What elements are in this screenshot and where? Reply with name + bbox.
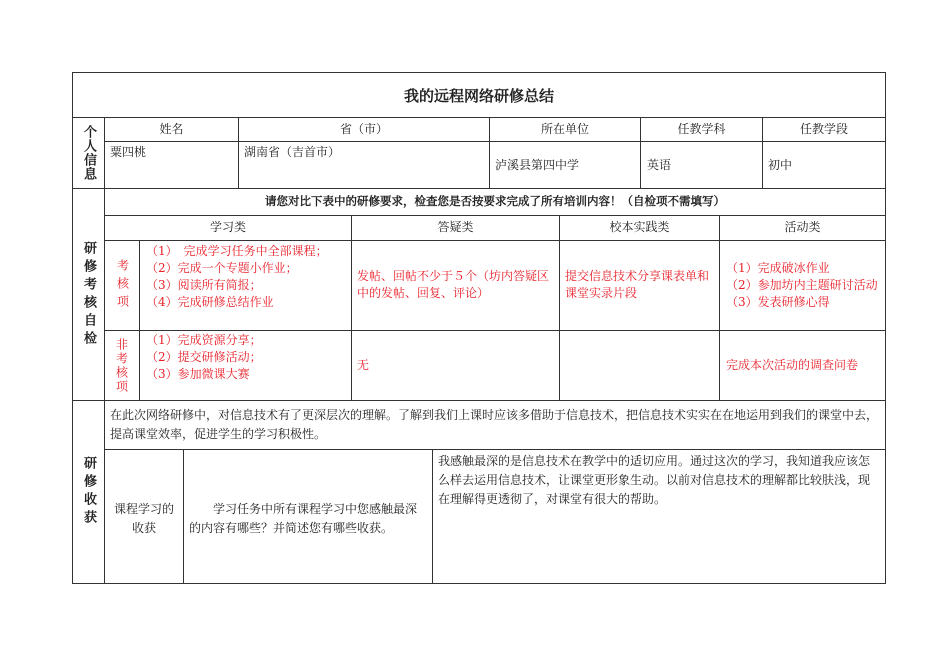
list-item: （2）完成一个专题小作业； — [146, 261, 298, 275]
header-practice: 校本实践类 — [609, 220, 670, 234]
grid-line — [104, 449, 886, 450]
list-item: （1） 完成学习任务中全部课程； — [146, 244, 328, 258]
value-subject: 英语 — [647, 158, 672, 172]
value-stage: 初中 — [768, 158, 793, 172]
grid-line — [885, 72, 886, 584]
list-item: （3）阅读所有简报； — [146, 278, 262, 292]
header-qa: 答疑类 — [437, 220, 474, 234]
section-label-personal: 个人信息 — [81, 125, 96, 181]
course-answer: 我感触最深的是信息技术在教学中的适切应用。通过这次的学习，我知道我应该怎么样去运用信息技术，让课堂更形象生动。以前对信息技术的理解都比较肤浅，现在理解得更透彻了，对课堂有很大的帮助。 — [438, 454, 871, 506]
header-subject: 任教学科 — [677, 122, 726, 136]
list-item: （2）参加坊内主题研讨活动 — [726, 278, 878, 292]
header-unit: 所在单位 — [540, 122, 589, 136]
grid-line — [104, 330, 886, 331]
grid-line — [72, 583, 886, 584]
header-activity: 活动类 — [784, 220, 821, 234]
assessment-instruction: 请您对比下表中的研修要求，检查您是否按要求完成了所有培训内容！（自检项不需填写） — [265, 194, 725, 208]
grid-line — [432, 449, 433, 584]
course-label: 课程学习的收获 — [113, 502, 174, 535]
value-unit: 泸溪县第四中学 — [495, 158, 580, 172]
section-label-assessment: 研修考核自检 — [81, 240, 96, 349]
course-question: 学习任务中所有课程学习中您感触最深的内容有哪些？并简述您有哪些收获。 — [189, 502, 418, 535]
grid-line — [139, 240, 140, 401]
optional-study-list — [146, 332, 262, 383]
grid-line — [183, 449, 184, 584]
header-study: 学习类 — [209, 220, 246, 234]
section-label-gains: 研修收获 — [81, 456, 96, 528]
grid-line — [104, 240, 886, 241]
required-practice: 提交信息技术分享课表单和课堂实录片段 — [565, 269, 710, 300]
gains-summary: 在此次网络研修中，对信息技术有了更深层次的理解。了解到我们上课时应该多借助于信息技术，把信息技术实实在在地运用到我们的课堂中去，提高课堂效率，促进学生的学习积极性。 — [110, 408, 879, 441]
value-name: 粟四桃 — [110, 145, 147, 159]
list-item: （1）完成资源分享； — [146, 333, 262, 347]
list-item: （3）发表研修心得 — [726, 295, 830, 309]
grid-line — [719, 215, 720, 401]
grid-line — [72, 117, 886, 118]
grid-line — [72, 72, 886, 73]
page-title: 我的远程网络研修总结 — [403, 87, 554, 105]
list-item: （1）完成破冰作业 — [726, 261, 830, 275]
grid-line — [351, 215, 352, 401]
header-stage: 任教学段 — [799, 122, 848, 136]
grid-line — [104, 215, 886, 216]
header-name: 姓名 — [159, 122, 184, 136]
optional-qa: 无 — [357, 358, 370, 372]
value-province: 湖南省（吉首市） — [244, 145, 341, 159]
optional-activity: 完成本次活动的调查问卷 — [726, 358, 859, 372]
list-item: （3）参加微课大赛 — [146, 367, 250, 381]
list-item: （4）完成研修总结作业 — [146, 295, 274, 309]
required-activity-list — [726, 260, 878, 311]
header-province: 省（市） — [339, 122, 388, 136]
required-qa: 发帖、回帖不少于５个（坊内答疑区中的发帖、回复、评论） — [357, 269, 550, 300]
grid-line — [559, 215, 560, 401]
row-label-required: 考核项 — [115, 258, 130, 313]
grid-line — [72, 188, 886, 189]
row-label-optional: 非考核项 — [114, 337, 129, 394]
required-study-list — [146, 243, 328, 311]
list-item: （2）提交研修活动； — [146, 350, 262, 364]
grid-line — [104, 141, 886, 142]
grid-line — [72, 400, 886, 401]
